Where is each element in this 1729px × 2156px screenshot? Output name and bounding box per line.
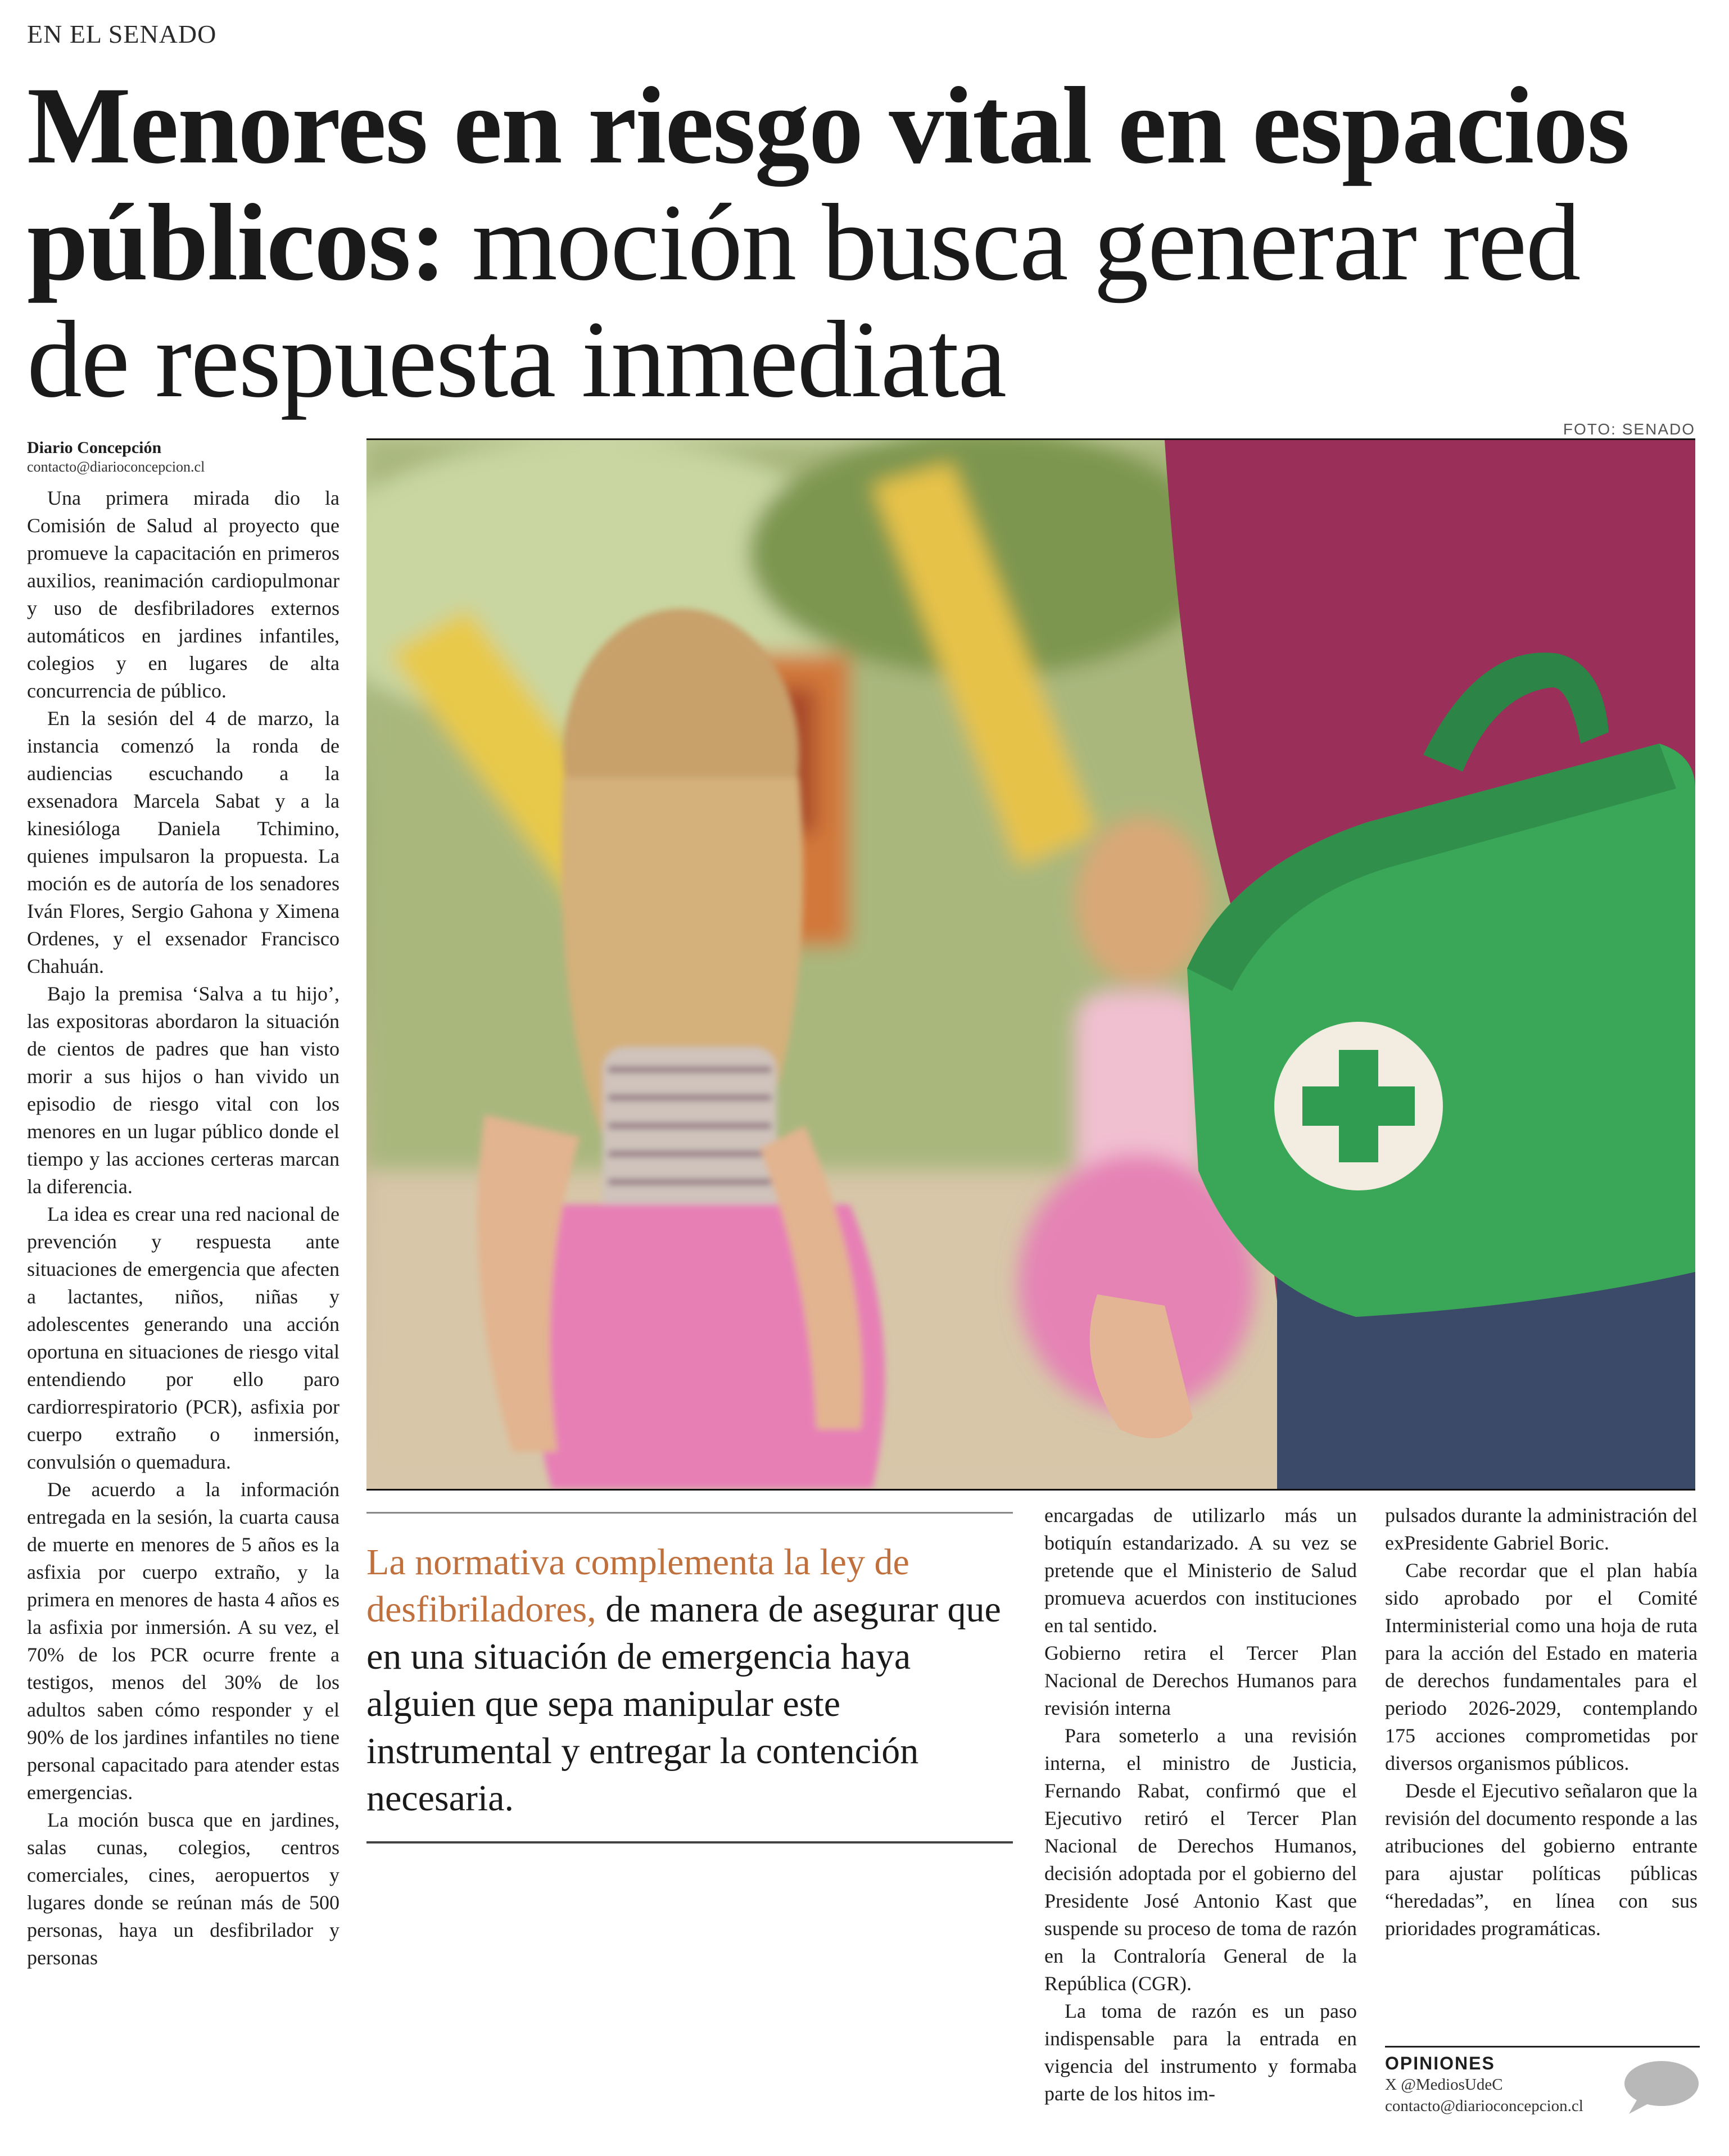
paragraph: De acuerdo a la información entregada en la sesión, la cuarta causa de muerte en menores de 5 años es la asfixia por cuerpo extraño, y la primera en menores de hasta 4 años es la asfixia por inmersión. A su vez, el 70% de los PCR ocurre frente a testigos, menos del 30% de los adultos saben cómo responder y el 90% de los jardines infantiles no tiene personal capacitado para atender estas emergencias. bbox=[27, 1478, 340, 1804]
paragraph: pulsados durante la administración del exPresidente Gabriel Boric. bbox=[1385, 1504, 1698, 1554]
paragraph: En la sesión del 4 de marzo, la instancia comenzó la ronda de audiencias escuchando a la exsenadora Marcela Sabat y a la kinesióloga Daniela Tchimino, quienes impulsaron la propuesta. La moción es de autoría de los senadores Iván Flores, Sergio Gahona y Ximena Ordenes, y el exsenador Francisco Chahuán. bbox=[27, 707, 340, 977]
opinions-handle[interactable]: X @MediosUdeC bbox=[1385, 2076, 1503, 2094]
paragraph: La toma de razón es un paso indispensable para la entrada en vigencia del instrumento y formaba parte de los hitos im- bbox=[1044, 2000, 1357, 2105]
article-column-3 bbox=[1044, 1502, 1357, 2108]
byline-email: contacto@diarioconcepcion.cl bbox=[27, 459, 205, 475]
opinions-box bbox=[1385, 2046, 1700, 2117]
paragraph: Cabe recordar que el plan había sido aprobado por el Comité Interministerial como una hoja de ruta para la acción del Estado en materia de derechos fundamentales para el periodo 2026-2029, contemplando 175 acciones comprometidas por diversos organismos públicos. bbox=[1385, 1559, 1698, 1774]
byline bbox=[27, 438, 205, 475]
headline-bold: Menores en riesgo vital en espacios públicos: bbox=[27, 65, 1629, 304]
opinions-email[interactable]: contacto@diarioconcepcion.cl bbox=[1385, 2097, 1583, 2115]
speech-bubble-icon bbox=[1621, 2059, 1700, 2115]
paragraph: Para someterlo a una revisión interna, el ministro de Justicia, Fernando Rabat, confirmó que el Ejecutivo retiró el Tercer Plan Nacional de Derechos Humanos, decisión adoptada por el gobierno del Presidente José Antonio Kast que suspende su proceso de toma de razón en la Contraloría General de la República (CGR). bbox=[1044, 1724, 1357, 1995]
paragraph: encargadas de utilizarlo más un botiquín estandarizado. A su vez se pretende que el Ministerio de Salud promueva acuerdos con instituciones en tal sentido. bbox=[1044, 1504, 1357, 1637]
headline-regular: moción busca generar red de respuesta inmediata bbox=[27, 182, 1580, 420]
pull-quote-rest: de manera de asegurar que en una situación de emergencia haya alguien que sepa manipular este instrumental y entregar la contención necesaria. bbox=[366, 1589, 1001, 1819]
headline bbox=[27, 67, 1702, 418]
pull-quote-accent: La normativa complementa la ley de desfibriladores, bbox=[366, 1542, 909, 1630]
divider bbox=[366, 1841, 1013, 1844]
article-photo bbox=[366, 438, 1695, 1491]
opinions-title: OPINIONES bbox=[1385, 2053, 1495, 2073]
article-column-4 bbox=[1385, 1502, 1698, 1942]
subheading: Gobierno retira el Tercer Plan Nacional de Derechos Humanos para revisión interna bbox=[1044, 1642, 1357, 1719]
pull-quote bbox=[366, 1539, 1005, 1822]
divider bbox=[366, 1512, 1013, 1514]
byline-name: Diario Concepción bbox=[27, 438, 162, 457]
photo-illustration bbox=[366, 440, 1695, 1489]
photo-credit: FOTO: SENADO bbox=[1563, 420, 1695, 438]
paragraph: Bajo la premisa ‘Salva a tu hijo’, las expositoras abordaron la situación de cientos de padres que han visto morir a sus hijos o han vivido un episodio de riesgo vital con los menores en un lugar público donde el tiempo y las acciones certeras marcan la diferencia. bbox=[27, 982, 340, 1198]
paragraph: Una primera mirada dio la Comisión de Salud al proyecto que promueve la capacitación en primeros auxilios, reanimación cardiopulmonar y uso de desfibriladores externos automáticos en jardines infantiles, colegios y en lugares de alta concurrencia de público. bbox=[27, 487, 340, 702]
paragraph: La moción busca que en jardines, salas cunas, colegios, centros comerciales, cines, aeropuertos y lugares donde se reúnan más de 500 personas, haya un desfibrilador y personas bbox=[27, 1809, 340, 1969]
paragraph: Desde el Ejecutivo señalaron que la revisión del documento responde a las atribuciones del gobierno entrante para ajustar políticas públicas “heredadas”, en línea con sus prioridades programáticas. bbox=[1385, 1779, 1698, 1940]
article-column-1 bbox=[27, 484, 340, 1972]
paragraph: La idea es crear una red nacional de prevención y respuesta ante situaciones de emergencia que afecten a lactantes, niños, niñas y adolescentes generando una acción oportuna en situaciones de riesgo vital entendiendo por ello paro cardiorrespiratorio (PCR), asfixia por cuerpo extraño o inmersión, convulsión o quemadura. bbox=[27, 1203, 340, 1473]
section-label: EN EL SENADO bbox=[27, 20, 217, 48]
